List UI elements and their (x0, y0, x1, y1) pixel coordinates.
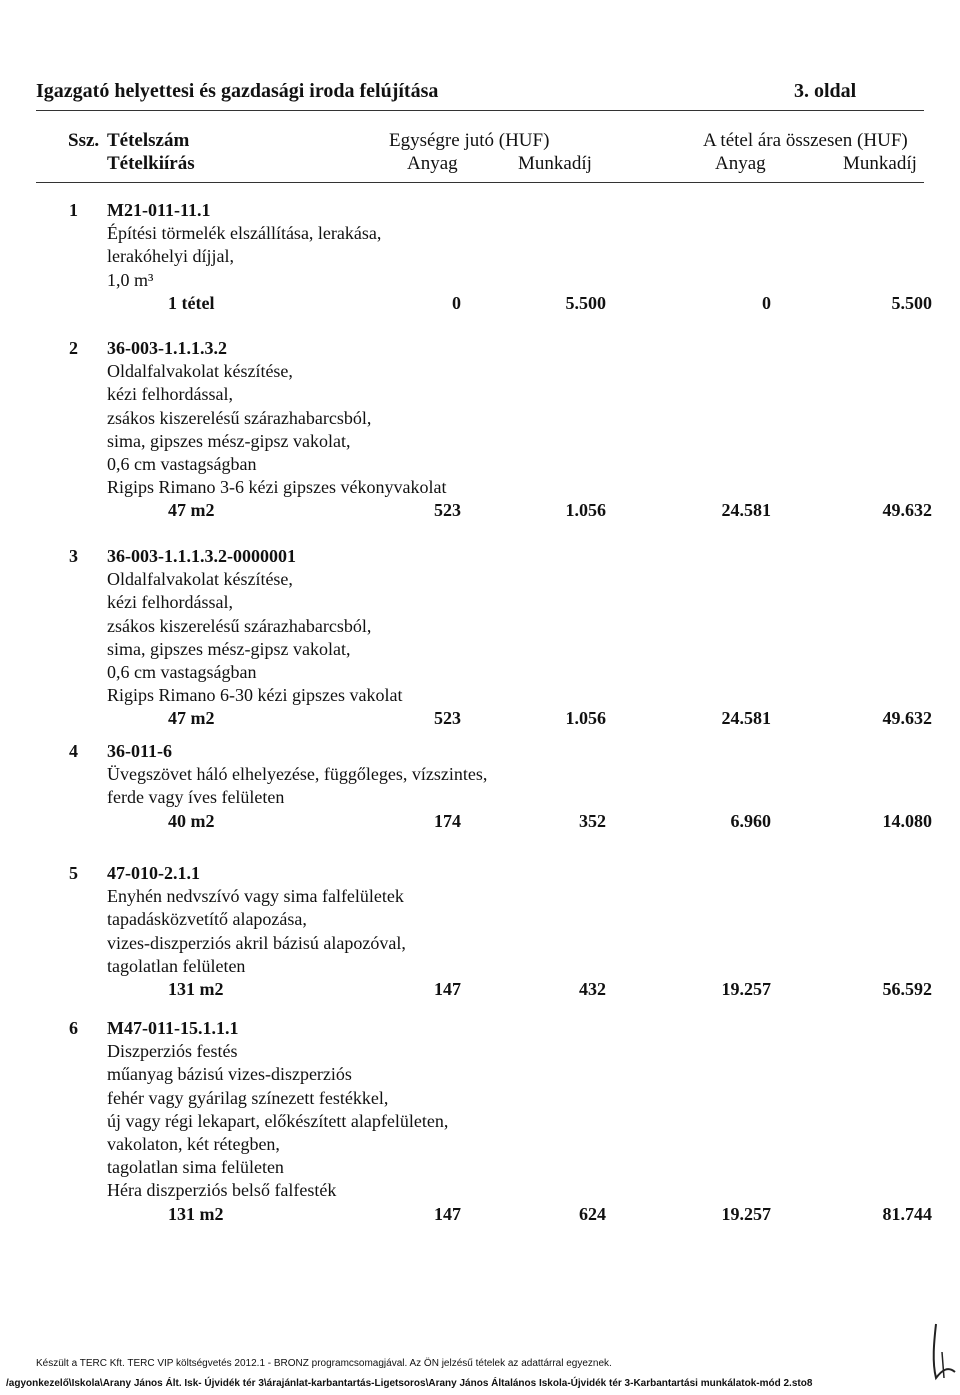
item-total-anyag: 19.257 (721, 979, 771, 999)
item-description-line: Enyhén nedvszívó vagy sima falfelületek (107, 886, 404, 907)
item-description-line: tagolatlan felületen (107, 955, 246, 976)
col-total-group: A tétel ára összesen (HUF) (703, 130, 908, 151)
columns-rule (36, 182, 924, 183)
item-description-line: Üvegszövet háló elhelyezése, függőleges, vízszintes, (107, 764, 488, 785)
item-description-line: Rigips Rimano 3-6 kézi gipszes vékonyvakolat (107, 477, 447, 498)
item-quantity: 47 m2 (168, 708, 215, 729)
col-ssz: Ssz. (68, 130, 100, 151)
item-description-line: Oldalfalvakolat készítése, (107, 569, 293, 590)
item-total-munkadij: 56.592 (882, 979, 932, 999)
col-munkadij-unit: Munkadíj (518, 153, 592, 174)
item-code: M47-011-15.1.1.1 (107, 1018, 239, 1038)
item-unit-anyag: 147 (434, 979, 461, 999)
item-description-line: kézi felhordással, (107, 384, 233, 405)
item-description-line: 1,0 m³ (107, 269, 154, 290)
item-description-line: vakolaton, két rétegben, (107, 1134, 280, 1154)
col-anyag-unit: Anyag (407, 153, 458, 174)
col-munkadij-total: Munkadíj (843, 153, 917, 174)
col-tetelszam: Tételszám (107, 130, 190, 151)
item-total-munkadij: 49.632 (882, 500, 932, 521)
item-total-munkadij: 81.744 (882, 1203, 932, 1224)
item-unit-munkadij: 5.500 (565, 292, 606, 313)
item-number: 4 (69, 741, 78, 761)
item-description-line: sima, gipszes mész-gipsz vakolat, (107, 638, 351, 659)
item-description-line: műanyag bázisú vizes-diszperziós (107, 1064, 352, 1085)
item-description-line: Rigips Rimano 6-30 kézi gipszes vakolat (107, 685, 403, 706)
item-description-line: vizes-diszperziós akril bázisú alapozóval, (107, 932, 406, 953)
item-total-munkadij: 14.080 (882, 810, 932, 831)
item-description-line: kézi felhordással, (107, 592, 233, 613)
col-unit-group: Egységre jutó (HUF) (389, 130, 550, 151)
item-total-anyag: 24.581 (721, 708, 771, 729)
item-description-line: Héra diszperziós belső falfesték (107, 1180, 337, 1201)
item-total-munkadij: 5.500 (891, 292, 932, 313)
item-unit-anyag: 174 (434, 810, 461, 831)
item-unit-anyag: 147 (434, 1203, 461, 1224)
item-description-line: Építési törmelék elszállítása, lerakása, (107, 223, 382, 244)
item-total-anyag: 0 (762, 292, 771, 313)
item-description-line: sima, gipszes mész-gipsz vakolat, (107, 430, 351, 451)
item-total-anyag: 19.257 (721, 1203, 771, 1224)
footer-note: Készült a TERC Kft. TERC VIP költségvetés 2012.1 - BRONZ programcsomagjával. Az ÖN jelzésű tételek az adattárral egyeznek. (36, 1358, 612, 1369)
item-unit-anyag: 0 (452, 292, 461, 313)
header-rule (36, 110, 924, 111)
item-unit-munkadij: 624 (579, 1203, 606, 1224)
item-unit-anyag: 523 (434, 708, 461, 729)
item-description-line: fehér vagy gyárilag színezett festékkel, (107, 1087, 389, 1108)
item-unit-munkadij: 1.056 (565, 708, 606, 729)
item-total-munkadij: 49.632 (882, 708, 932, 729)
document-title: Igazgató helyettesi és gazdasági iroda felújítása (36, 80, 439, 102)
item-description-line: 0,6 cm vastagságban (107, 454, 257, 474)
item-description-line: új vagy régi lekapart, előkészített alapfelületen, (107, 1110, 449, 1131)
item-description-line: zsákos kiszerelésű szárazhabarcsból, (107, 615, 372, 636)
item-description-line: Diszperziós festés (107, 1041, 238, 1062)
item-quantity: 131 m2 (168, 1203, 224, 1224)
item-number: 3 (69, 546, 78, 566)
item-code: 47-010-2.1.1 (107, 863, 200, 883)
signature-mark (928, 1322, 958, 1382)
item-unit-anyag: 523 (434, 500, 461, 521)
item-description-line: lerakóhelyi díjjal, (107, 246, 234, 267)
item-code: M21-011-11.1 (107, 200, 211, 220)
item-description-line: ferde vagy íves felületen (107, 787, 285, 808)
signature (928, 1322, 958, 1387)
item-description-line: 0,6 cm vastagságban (107, 662, 257, 682)
footer-path: /agyonkezelő\Iskola\Arany János Ált. Isk- Újvidék tér 3\árajánlat-karbantartás-Ligetsoros\Arany János Általános Iskola-Újvidék tér 3-Karbantartási munkálatok-mód 2.sto8 (6, 1378, 813, 1389)
item-unit-munkadij: 352 (579, 810, 606, 831)
item-number: 5 (69, 863, 78, 883)
item-quantity: 47 m2 (168, 500, 215, 521)
item-unit-munkadij: 1.056 (565, 500, 606, 521)
item-code: 36-011-6 (107, 741, 172, 761)
item-description-line: tagolatlan sima felületen (107, 1157, 284, 1178)
item-total-anyag: 24.581 (721, 500, 771, 521)
item-code: 36-003-1.1.1.3.2 (107, 338, 227, 358)
col-tetelkiiras: Tételkiírás (107, 153, 195, 174)
item-number: 2 (69, 338, 78, 358)
item-number: 1 (69, 200, 78, 220)
item-quantity: 40 m2 (168, 810, 215, 831)
page-number: 3. oldal (794, 80, 857, 102)
col-anyag-total: Anyag (715, 153, 766, 174)
item-unit-munkadij: 432 (579, 979, 606, 999)
item-total-anyag: 6.960 (730, 810, 771, 831)
item-code: 36-003-1.1.1.3.2-0000001 (107, 546, 296, 566)
item-description-line: Oldalfalvakolat készítése, (107, 361, 293, 382)
item-description-line: zsákos kiszerelésű szárazhabarcsból, (107, 407, 372, 428)
item-description-line: tapadásközvetítő alapozása, (107, 909, 307, 930)
item-quantity: 1 tétel (168, 292, 215, 313)
item-quantity: 131 m2 (168, 979, 224, 999)
item-number: 6 (69, 1018, 78, 1038)
